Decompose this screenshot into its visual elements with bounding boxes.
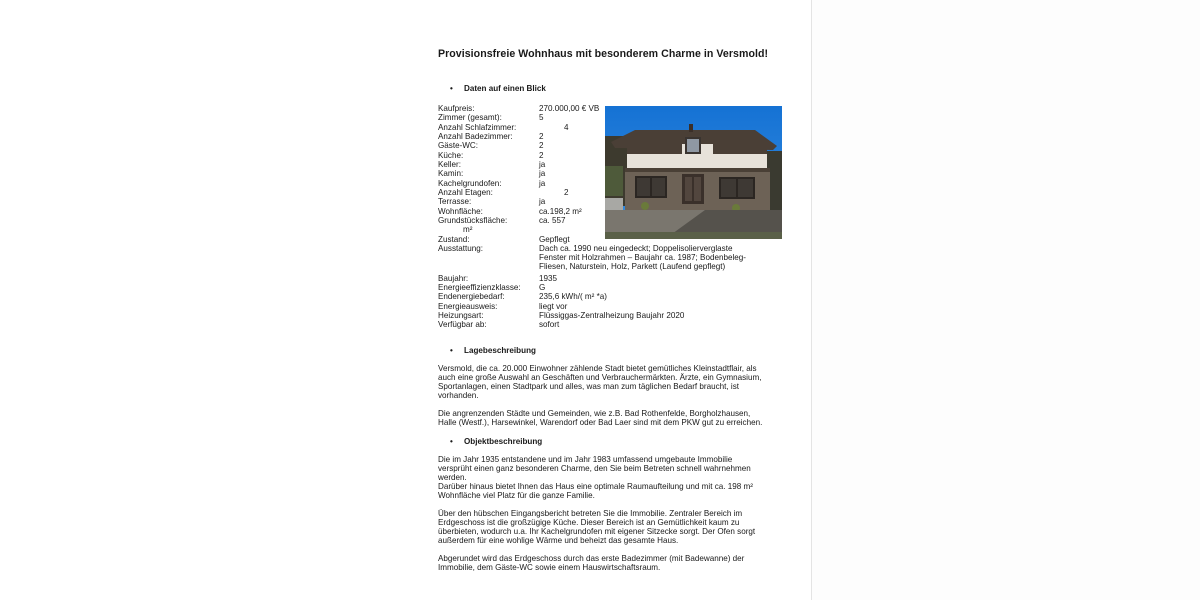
fact-row-baujahr — [438, 274, 768, 283]
fact-value: ja — [539, 178, 546, 188]
document-title: Provisionsfreie Wohnhaus mit besonderem Charme in Versmold! — [438, 48, 769, 60]
fact-label: Baujahr: — [438, 273, 469, 283]
fact-value: ca.198,2 m² — [539, 206, 582, 216]
fact-label: Küche: — [438, 150, 464, 160]
fact-row-ausstattung — [438, 244, 768, 272]
fact-value: 2 — [539, 150, 544, 160]
fact-label: Wohnfläche: — [438, 206, 483, 216]
viewer-background-right — [812, 0, 1200, 600]
fact-row-energieeffizienzklasse — [438, 283, 768, 292]
fact-value: 270.000,00 € VB — [539, 104, 600, 113]
fact-label: Grundstücksfläche: — [438, 216, 508, 226]
fact-label: Anzahl Schlafzimmer: — [438, 122, 517, 132]
fact-row-heizungsart — [438, 311, 768, 320]
house-photo — [605, 106, 782, 239]
bullet-icon: • — [450, 346, 453, 355]
fact-value: 5 — [539, 113, 544, 123]
location-paragraph-2: Die angrenzenden Städte und Gemeinden, wie z.B. Bad Rothenfelde, Borgholzhausen, Halle (Westf.), Harsewinkel, Warendorf oder Bad Laer sind mit dem PKW gut zu erreichen. — [438, 409, 763, 428]
fact-value: 2 — [564, 188, 569, 198]
fact-label: Anzahl Etagen: — [438, 188, 493, 198]
section-heading-property — [450, 437, 542, 446]
fact-row-verfuegbar — [438, 320, 768, 329]
fact-label: Energieausweis: — [438, 301, 498, 311]
section-heading-overview — [450, 84, 546, 93]
fact-unit: m² — [463, 225, 473, 235]
fact-value: sofort — [539, 320, 560, 330]
fact-value: 1935 — [539, 273, 558, 283]
fact-value: Flüssiggas-Zentralheizung Baujahr 2020 — [539, 310, 685, 320]
fact-label: Kamin: — [438, 169, 464, 179]
fact-value: ja — [539, 197, 546, 207]
fact-value: 2 — [539, 132, 544, 142]
fact-value: ca. 557 — [539, 216, 566, 226]
page-edge-divider — [811, 0, 812, 600]
property-paragraph-1: Die im Jahr 1935 entstandene und im Jahr 1983 umfassend umgebaute Immobilie versprüht einen ganz besonderen Charme, den Sie beim Betreten schnell wahrnehmen werden. — [438, 455, 751, 483]
fact-label: Kaufpreis: — [438, 104, 475, 113]
fact-label: Anzahl Badezimmer: — [438, 132, 513, 142]
property-paragraph-4: Abgerundet wird das Erdgeschoss durch das erste Badezimmer (mit Badewanne) der Immobilie, dem Gäste-WC sowie einem Hauswirtschaftsraum. — [438, 554, 745, 573]
fact-label: Zimmer (gesamt): — [438, 113, 502, 123]
fact-label: Ausstattung: — [438, 243, 483, 253]
fact-label: Heizungsart: — [438, 310, 484, 320]
location-paragraph-1: Versmold, die ca. 20.000 Einwohner zählende Stadt bietet gemütliches Kleinstadtflair, als auch eine große Auswahl an Geschäften und Verbrauchermärkten. Ärzte, ein Gymnasium, Sportanlagen, einen Stadtpark und alles, was man zum täglichen Bedarf braucht, ist vorhanden. — [438, 364, 762, 401]
fact-value: ja — [539, 160, 546, 170]
fact-label: Zustand: — [438, 234, 470, 244]
fact-label: Keller: — [438, 160, 461, 170]
property-paragraph-2: Darüber hinaus bietet Ihnen das Haus eine optimale Raumaufteilung und mit ca. 198 m² Wohnfläche viel Platz für die ganze Familie. — [438, 482, 753, 501]
section-heading-location — [450, 346, 536, 355]
fact-label: Endenergiebedarf: — [438, 292, 505, 302]
fact-value: G — [539, 282, 546, 292]
section-heading-text: Objektbeschreibung — [464, 437, 543, 446]
fact-label: Kachelgrundofen: — [438, 178, 502, 188]
fact-value: ja — [539, 169, 546, 179]
bullet-icon: • — [450, 437, 453, 446]
section-heading-text: Lagebeschreibung — [464, 346, 536, 355]
property-paragraph-3: Über den hübschen Eingangsbericht betreten Sie die Immobilie. Zentraler Bereich im Erdgeschoss ist die großzügige Küche. Dieser Bereich ist an Gemütlichkeit kaum zu überbieten, wodurch u.a. Ihr Kachelgrundofen mit eigener Sitzecke sorgt. Der Ofen sorgt außerdem für eine wohlige Wärme und beheizt das gesamte Haus. — [438, 509, 756, 546]
fact-label: Verfügbar ab: — [438, 320, 487, 330]
fact-value: liegt vor — [539, 301, 568, 311]
fact-label: Terrasse: — [438, 197, 472, 207]
fact-row-energieausweis — [438, 302, 768, 311]
fact-value: Gepflegt — [539, 234, 570, 244]
bullet-icon: • — [450, 84, 453, 93]
fact-value: Dach ca. 1990 neu eingedeckt; Doppelisolierverglaste Fenster mit Holzrahmen – Baujahr ca. 1987; Bodenbeleg- Fliesen, Naturstein, Holz, Parkett (Laufend gepflegt) — [539, 243, 746, 272]
section-heading-text: Daten auf einen Blick — [464, 84, 546, 93]
fact-row-endenergiebedarf — [438, 292, 768, 301]
fact-label: Gäste-WC: — [438, 141, 479, 151]
fact-value: 235,6 kWh/( m² *a) — [539, 292, 607, 302]
fact-value: 2 — [539, 141, 544, 151]
fact-value: 4 — [564, 122, 569, 132]
fact-label: Energieeffizienzklasse: — [438, 282, 521, 292]
